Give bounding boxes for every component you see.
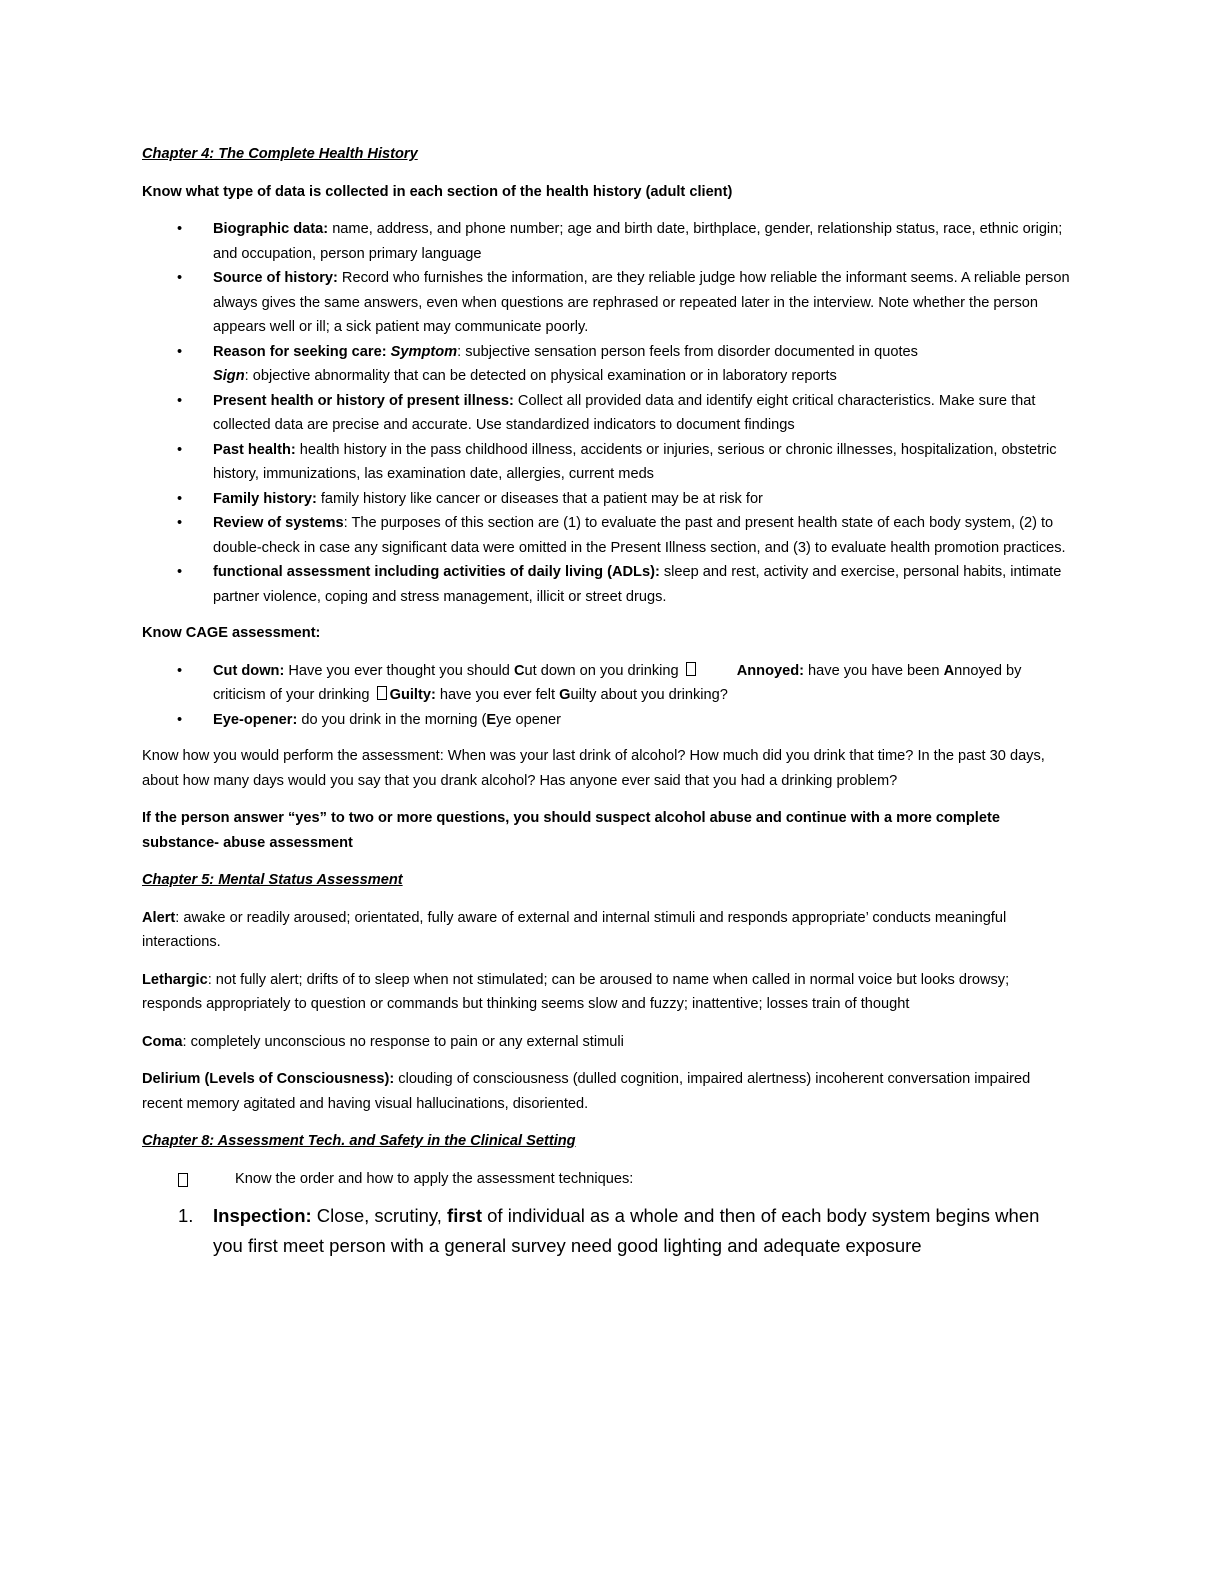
cage-text: Have you ever thought you should [284, 662, 514, 679]
step-label: Inspection: [213, 1205, 312, 1226]
entry-label: Coma [142, 1033, 183, 1050]
health-history-list [142, 217, 1072, 609]
list-item [142, 389, 1072, 438]
cage-letter: C [513, 662, 525, 679]
chapter-4-title: Chapter 4: The Complete Health History [142, 146, 418, 162]
bullet: • [177, 490, 183, 507]
item-label: Biographic data: [213, 221, 329, 237]
bullet: • [177, 221, 183, 237]
list-item [142, 438, 1072, 487]
cage-text: have you ever felt [435, 687, 560, 703]
cage-letter: E [486, 711, 497, 728]
cage-text: do you drink in the morning ( [297, 711, 487, 728]
item-text: : The purposes of this section are (1) to evaluate the past and present health state of each body system, (2) to double-check in case any significant data were omitted in the Present Illness section, and (3) to evaluate health promotion practices. [213, 515, 1066, 556]
list-item [142, 659, 1072, 708]
symptom-label: Symptom [390, 343, 458, 360]
item-text: health history in the pass childhood illness, accidents or injuries, serious or chronic illnesses, hospitalization, obstetric history, immunizations, las examination date, allergies, current meds [213, 441, 1057, 482]
missing-glyph-icon [377, 686, 387, 700]
item-text: Record who furnishes the information, are they reliable judge how reliable the informant seems. A reliable person always gives the same answers, even when questions are rephrased or repeated later in the interview. Note whether the person appears well or ill; a sick patient may communicate poorly. [213, 270, 1070, 335]
item-label: Reason for seeking care: [213, 343, 387, 360]
cage-text: ut down on you drinking [524, 662, 679, 679]
cage-eye-label: Eye-opener: [213, 711, 298, 728]
sign-text: : objective abnormality that can be detected on physical examination or in laboratory reports [244, 368, 837, 384]
step-text: Close, scrutiny, [311, 1205, 448, 1226]
consciousness-entry [142, 968, 1072, 1017]
item-label: Review of systems [213, 515, 344, 531]
step-emphasis: first [447, 1205, 482, 1226]
step-number: 1. [178, 1205, 194, 1226]
cage-text: ye opener [496, 711, 562, 728]
bullet: • [177, 564, 183, 580]
inspection-step [142, 1201, 1072, 1261]
bullet: • [177, 343, 183, 360]
list-item [142, 511, 1072, 560]
list-item [142, 266, 1072, 340]
bullet: • [177, 515, 183, 531]
chapter-8-title: Chapter 8: Assessment Tech. and Safety in the Clinical Setting [142, 1133, 576, 1149]
consciousness-entry [142, 906, 1072, 955]
entry-label: Lethargic [142, 971, 208, 988]
item-label: Source of history: [213, 270, 338, 286]
bullet: • [177, 392, 183, 409]
perform-paragraph: Know how you would perform the assessment: When was your last drink of alcohol? How much did you drink that time? In the past 30 days, about how many days would you say that you drank alcohol? Has anyone ever said that you had a drinking problem? [142, 748, 1045, 789]
symptom-text: : subjective sensation person feels from disorder documented in quotes [457, 343, 918, 360]
list-item [142, 708, 1072, 733]
suspect-paragraph: If the person answer “yes” to two or more questions, you should suspect alcohol abuse and continue with a more complete substance- abuse assessment [142, 810, 1000, 851]
cage-guilty-label: Guilty: [389, 687, 436, 703]
entry-label: Delirium (Levels of Consciousness): [142, 1071, 395, 1087]
missing-glyph-icon [686, 662, 696, 676]
bullet: • [177, 662, 183, 679]
chapter-5-title: Chapter 5: Mental Status Assessment [142, 872, 403, 888]
list-item [142, 340, 1072, 389]
entry-text: : not fully alert; drifts of to sleep when not stimulated; can be aroused to name when called in normal voice but looks drowsy; responds appropriately to question or commands but thinking seems slow and fuzzy; inattentive; losses train of thought [142, 971, 1010, 1012]
entry-label: Alert [142, 909, 176, 926]
item-label: functional assessment including activities of daily living (ADLs): [213, 564, 660, 580]
bullet: • [177, 711, 183, 728]
item-text: Collect all provided data and identify eight critical characteristics. Make sure that collected data are precise and accurate. Use standardized indicators to document findings [213, 392, 1036, 433]
techniques-note-text: Know the order and how to apply the assessment techniques: [235, 1170, 634, 1187]
sign-label: Sign [213, 368, 245, 384]
cage-cut-label: Cut down: [213, 662, 285, 679]
cage-letter: G [559, 687, 571, 703]
cage-text: nnoyed by criticism of your drinking [213, 662, 1022, 703]
item-text: family history like cancer or diseases that a patient may be at risk for [316, 490, 763, 507]
cage-annoyed-label: Annoyed: [736, 662, 804, 679]
list-item [142, 560, 1072, 609]
cage-text: uilty about you drinking? [570, 687, 728, 703]
document-page [142, 142, 1072, 1261]
consciousness-entry [142, 1030, 1072, 1055]
entry-text: clouding of consciousness (dulled cognition, impaired alertness) incoherent conversation impaired recent memory agitated and having visual hallucinations, disoriented. [142, 1071, 1031, 1112]
bullet: • [177, 441, 183, 458]
entry-text: : completely unconscious no response to pain or any external stimuli [182, 1033, 624, 1050]
item-label: Present health or history of present illness: [213, 392, 514, 409]
consciousness-entry [142, 1067, 1072, 1116]
list-item [142, 487, 1072, 512]
step-text: of individual as a whole and then of each body system begins when you first meet person with a general survey need good lighting and adequate exposure [213, 1205, 1040, 1256]
cage-text: have you have been [804, 662, 944, 679]
item-text: name, address, and phone number; age and birth date, birthplace, gender, relationship status, race, ethnic origin; and occupation, person primary language [213, 221, 1063, 262]
missing-glyph-icon [178, 1173, 188, 1187]
cage-letter: A [943, 662, 955, 679]
item-label: Past health: [213, 441, 296, 458]
list-item [142, 217, 1072, 266]
chapter-4-intro: Know what type of data is collected in each section of the health history (adult client) [142, 183, 733, 200]
item-label: Family history: [213, 490, 317, 507]
cage-list [142, 659, 1072, 733]
entry-text: : awake or readily aroused; orientated, fully aware of external and internal stimuli and responds appropriate’ conducts meaningful interactions. [142, 909, 1007, 950]
techniques-note [142, 1167, 1072, 1192]
bullet: • [177, 270, 183, 286]
item-text: sleep and rest, activity and exercise, personal habits, intimate partner violence, coping and stress management, illicit or street drugs. [213, 564, 1062, 605]
cage-heading: Know CAGE assessment: [142, 625, 321, 641]
